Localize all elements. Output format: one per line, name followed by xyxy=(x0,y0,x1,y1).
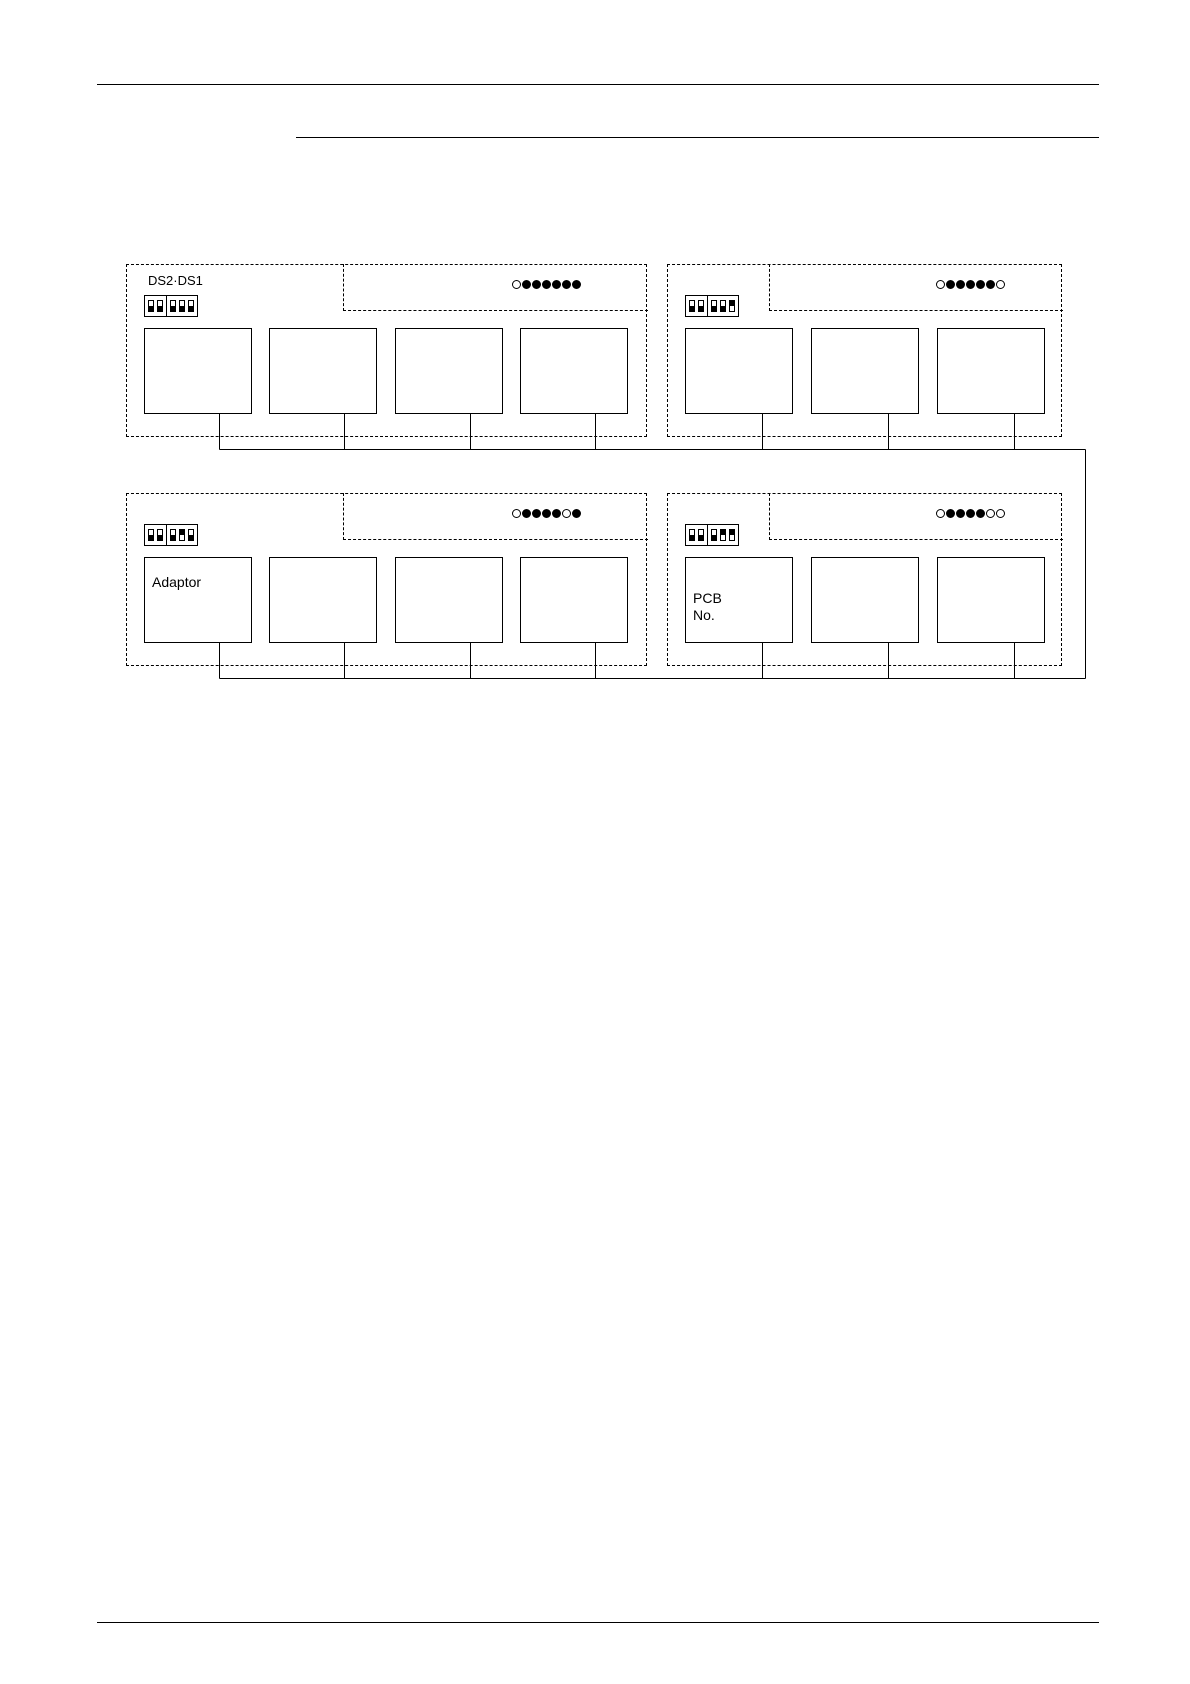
pcb-board xyxy=(520,328,628,414)
led-on-icon xyxy=(552,509,561,518)
pcb-board xyxy=(937,328,1045,414)
led-on-icon xyxy=(542,280,551,289)
dip-switch xyxy=(188,529,194,541)
led-indicator-panel xyxy=(343,264,648,311)
led-on-icon xyxy=(976,509,985,518)
dip-switch-ds1 xyxy=(166,296,197,316)
led-on-icon xyxy=(966,509,975,518)
pcb-group-2 xyxy=(667,264,1062,437)
led-on-icon xyxy=(986,280,995,289)
led-on-icon xyxy=(946,509,955,518)
led-off-icon xyxy=(936,509,945,518)
dip-switch xyxy=(170,300,176,312)
dip-switch-ds1 xyxy=(707,296,738,316)
dip-switch-block xyxy=(144,524,198,546)
led-off-icon xyxy=(512,280,521,289)
dip-switch xyxy=(689,529,695,541)
pcb-board xyxy=(520,557,628,643)
dip-switch-label: DS2·DS1 xyxy=(148,273,203,288)
dip-switch xyxy=(689,300,695,312)
led-on-icon xyxy=(532,509,541,518)
pcb-group-1 xyxy=(126,264,647,437)
dip-switch xyxy=(157,300,163,312)
led-off-icon xyxy=(996,509,1005,518)
led-on-icon xyxy=(976,280,985,289)
led-on-icon xyxy=(542,509,551,518)
led-on-icon xyxy=(966,280,975,289)
led-off-icon xyxy=(512,509,521,518)
dip-switch xyxy=(729,529,735,541)
dip-switch-ds2 xyxy=(145,296,166,316)
dip-switch-ds2 xyxy=(145,525,166,545)
led-indicator-panel xyxy=(343,493,648,540)
dip-switch xyxy=(720,529,726,541)
led-on-icon xyxy=(562,280,571,289)
led-off-icon xyxy=(986,509,995,518)
led-on-icon xyxy=(552,280,561,289)
pcb-board xyxy=(937,557,1045,643)
dip-switch-ds1 xyxy=(166,525,197,545)
pcb-board xyxy=(269,557,377,643)
dip-switch-ds2 xyxy=(686,525,707,545)
led-on-icon xyxy=(956,280,965,289)
pcb-board xyxy=(811,328,919,414)
dip-switch xyxy=(148,300,154,312)
led-indicator-panel xyxy=(769,264,1063,311)
dip-switch xyxy=(157,529,163,541)
dip-switch xyxy=(179,529,185,541)
dip-switch xyxy=(148,529,154,541)
dip-switch xyxy=(711,529,717,541)
dip-switch-block xyxy=(144,295,198,317)
led-on-icon xyxy=(572,509,581,518)
led-off-icon xyxy=(936,280,945,289)
dip-switch-block xyxy=(685,295,739,317)
pcb-board xyxy=(685,328,793,414)
led-on-icon xyxy=(522,509,531,518)
pcb-board xyxy=(144,328,252,414)
led-row xyxy=(512,280,581,289)
dip-switch xyxy=(170,529,176,541)
led-row xyxy=(936,509,1005,518)
pcb-label: Adaptor xyxy=(152,574,202,590)
pcb-board-adaptor xyxy=(144,557,252,643)
led-row xyxy=(936,280,1005,289)
pcb-board xyxy=(811,557,919,643)
pcb-group-4 xyxy=(667,493,1062,666)
dip-switch-ds1 xyxy=(707,525,738,545)
led-indicator-panel xyxy=(769,493,1063,540)
dip-switch xyxy=(711,300,717,312)
dip-switch xyxy=(698,300,704,312)
dip-switch xyxy=(729,300,735,312)
dip-switch xyxy=(720,300,726,312)
dip-switch xyxy=(179,300,185,312)
pcb-board xyxy=(395,328,503,414)
led-on-icon xyxy=(522,280,531,289)
pcb-board xyxy=(395,557,503,643)
pcb-label: PCB No. xyxy=(693,590,722,623)
led-off-icon xyxy=(996,280,1005,289)
led-off-icon xyxy=(562,509,571,518)
dip-switch-ds2 xyxy=(686,296,707,316)
dip-switch xyxy=(698,529,704,541)
led-on-icon xyxy=(572,280,581,289)
dip-switch xyxy=(188,300,194,312)
dip-switch-block xyxy=(685,524,739,546)
led-on-icon xyxy=(532,280,541,289)
pcb-group-3 xyxy=(126,493,647,666)
pcb-board-numbered xyxy=(685,557,793,643)
pcb-board xyxy=(269,328,377,414)
led-row xyxy=(512,509,581,518)
led-on-icon xyxy=(956,509,965,518)
led-on-icon xyxy=(946,280,955,289)
